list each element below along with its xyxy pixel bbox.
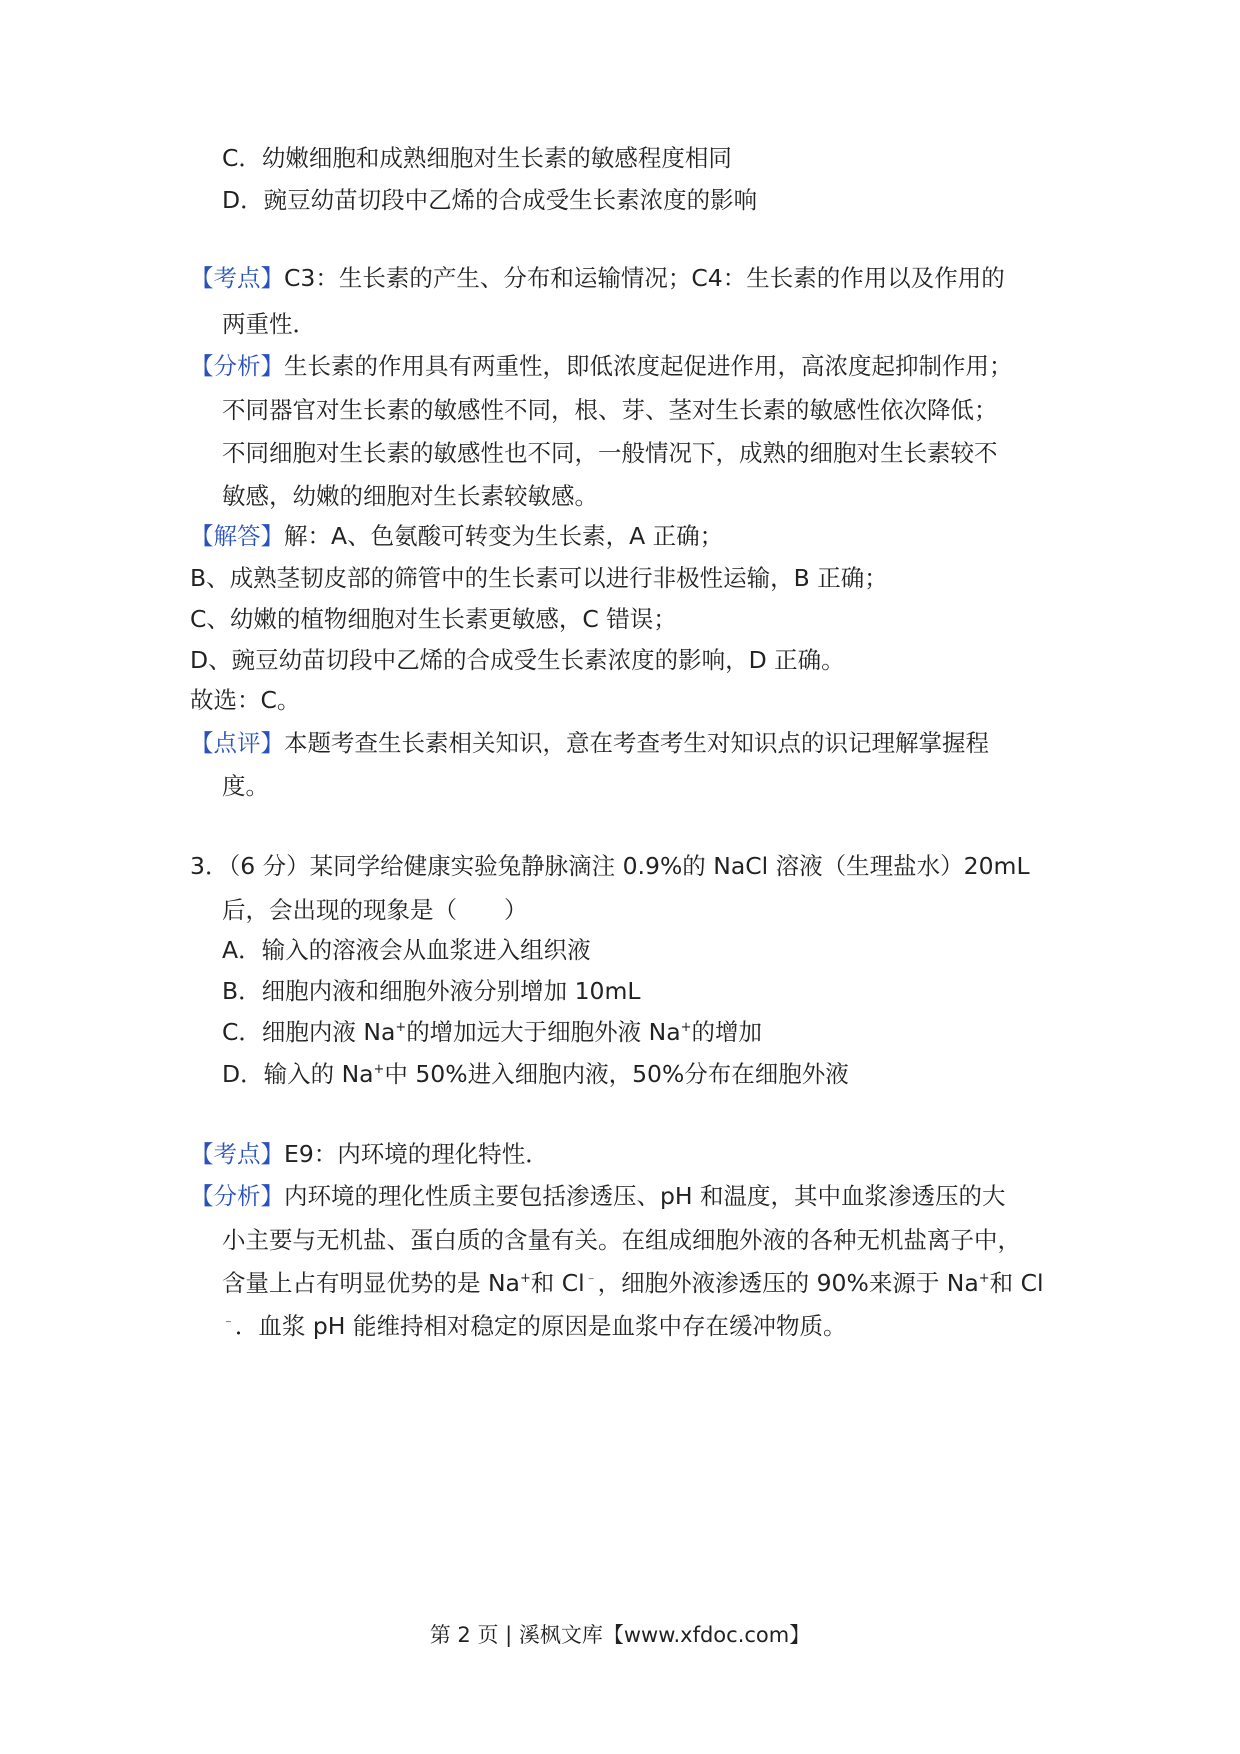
q3-opt-c-text: 的增加	[691, 1018, 762, 1046]
q2-fenxi	[190, 350, 1013, 382]
fenxi-text: 含量上占有明显优势的是 Na	[222, 1269, 520, 1297]
kaodian-text: E9：内环境的理化特性．	[284, 1140, 549, 1168]
q3-stem: 3．（6 分）某同学给健康实验兔静脉滴注 0.9%的 NaCl 溶液（生理盐水）20mL	[190, 852, 1030, 880]
q3-option-c	[222, 1016, 762, 1048]
q2-fenxi-l2: 不同器官对生长素的敏感性不同，根、芽、茎对生长素的敏感性依次降低；	[222, 396, 998, 424]
q2-dianping-l2: 度。	[222, 772, 269, 800]
jieda-tag: 【解答】	[190, 522, 284, 550]
page-footer: 第 2 页 | 溪枫文库【www.xfdoc.com】	[429, 1623, 811, 1647]
superscript-minus: ﹣	[222, 1314, 235, 1330]
superscript-plus: +	[680, 1020, 692, 1036]
kaodian-tag: 【考点】	[190, 1140, 284, 1168]
fenxi-tag: 【分析】	[190, 352, 284, 380]
q3-opt-c-text: C．细胞内液 Na	[222, 1018, 396, 1046]
q2-jieda	[190, 520, 723, 552]
q3-fenxi	[190, 1180, 1006, 1212]
q2-kaodian	[190, 262, 1005, 294]
q3-option-d	[222, 1058, 849, 1090]
q3-fenxi-l2: 小主要与无机盐、蛋白质的含量有关。在组成细胞外液的各种无机盐离子中，	[222, 1226, 1021, 1254]
q2-jieda-l4: D、豌豆幼苗切段中乙烯的合成受生长素浓度的影响，D 正确。	[190, 646, 845, 674]
superscript-plus: +	[978, 1271, 990, 1287]
q2-fenxi-l3: 不同细胞对生长素的敏感性也不同，一般情况下，成熟的细胞对生长素较不	[222, 439, 998, 467]
fenxi-text: ．血浆 pH 能维持相对稳定的原因是血浆中存在缓冲物质。	[234, 1312, 847, 1340]
q3-fenxi-l4	[222, 1310, 846, 1342]
q2-option-d: D．豌豆幼苗切段中乙烯的合成受生长素浓度的影响	[222, 186, 758, 214]
q2-jieda-l2: B、成熟茎韧皮部的筛管中的生长素可以进行非极性运输，B 正确；	[190, 564, 888, 592]
q3-opt-c-text: 的增加远大于细胞外液 Na	[406, 1018, 681, 1046]
superscript-minus: ﹣	[584, 1271, 598, 1287]
fenxi-tag: 【分析】	[190, 1182, 284, 1210]
q3-kaodian	[190, 1138, 549, 1170]
fenxi-text: ，细胞外液渗透压的 90%来源于 Na	[597, 1269, 979, 1297]
jieda-text: 解：A、色氨酸可转变为生长素，A 正确；	[284, 522, 724, 550]
fenxi-text: 和 Cl	[530, 1269, 585, 1297]
kaodian-text: C3：生长素的产生、分布和运输情况；C4：生长素的作用以及作用的	[284, 264, 1005, 292]
q2-jieda-l5: 故选：C。	[190, 686, 301, 714]
q2-fenxi-l4: 敏感，幼嫩的细胞对生长素较敏感。	[222, 482, 598, 510]
dianping-text: 本题考查生长素相关知识，意在考查考生对知识点的识记理解掌握程	[284, 729, 989, 757]
superscript-plus: +	[373, 1062, 385, 1078]
kaodian-tag: 【考点】	[190, 264, 284, 292]
superscript-plus: +	[395, 1020, 407, 1036]
q3-opt-d-text: 中 50%进入细胞内液，50%分布在细胞外液	[384, 1060, 849, 1088]
q3-fenxi-l3	[222, 1267, 1044, 1299]
superscript-plus: +	[519, 1271, 531, 1287]
q3-opt-d-text: D．输入的 Na	[222, 1060, 374, 1088]
fenxi-text: 和 Cl	[989, 1269, 1044, 1297]
q3-stem-l2: 后，会出现的现象是（ ）	[222, 896, 528, 924]
fenxi-text: 内环境的理化性质主要包括渗透压、pH 和温度，其中血浆渗透压的大	[284, 1182, 1006, 1210]
q2-kaodian-cont: 两重性．	[222, 310, 316, 338]
q3-option-b: B．细胞内液和细胞外液分别增加 10mL	[222, 977, 641, 1005]
q3-option-a: A．输入的溶液会从血浆进入组织液	[222, 936, 591, 964]
q2-dianping	[190, 727, 989, 759]
q2-option-c: C．幼嫩细胞和成熟细胞对生长素的敏感程度相同	[222, 144, 732, 172]
dianping-tag: 【点评】	[190, 729, 284, 757]
q2-jieda-l3: C、幼嫩的植物细胞对生长素更敏感，C 错误；	[190, 605, 677, 633]
fenxi-text: 生长素的作用具有两重性，即低浓度起促进作用，高浓度起抑制作用；	[284, 352, 1013, 380]
